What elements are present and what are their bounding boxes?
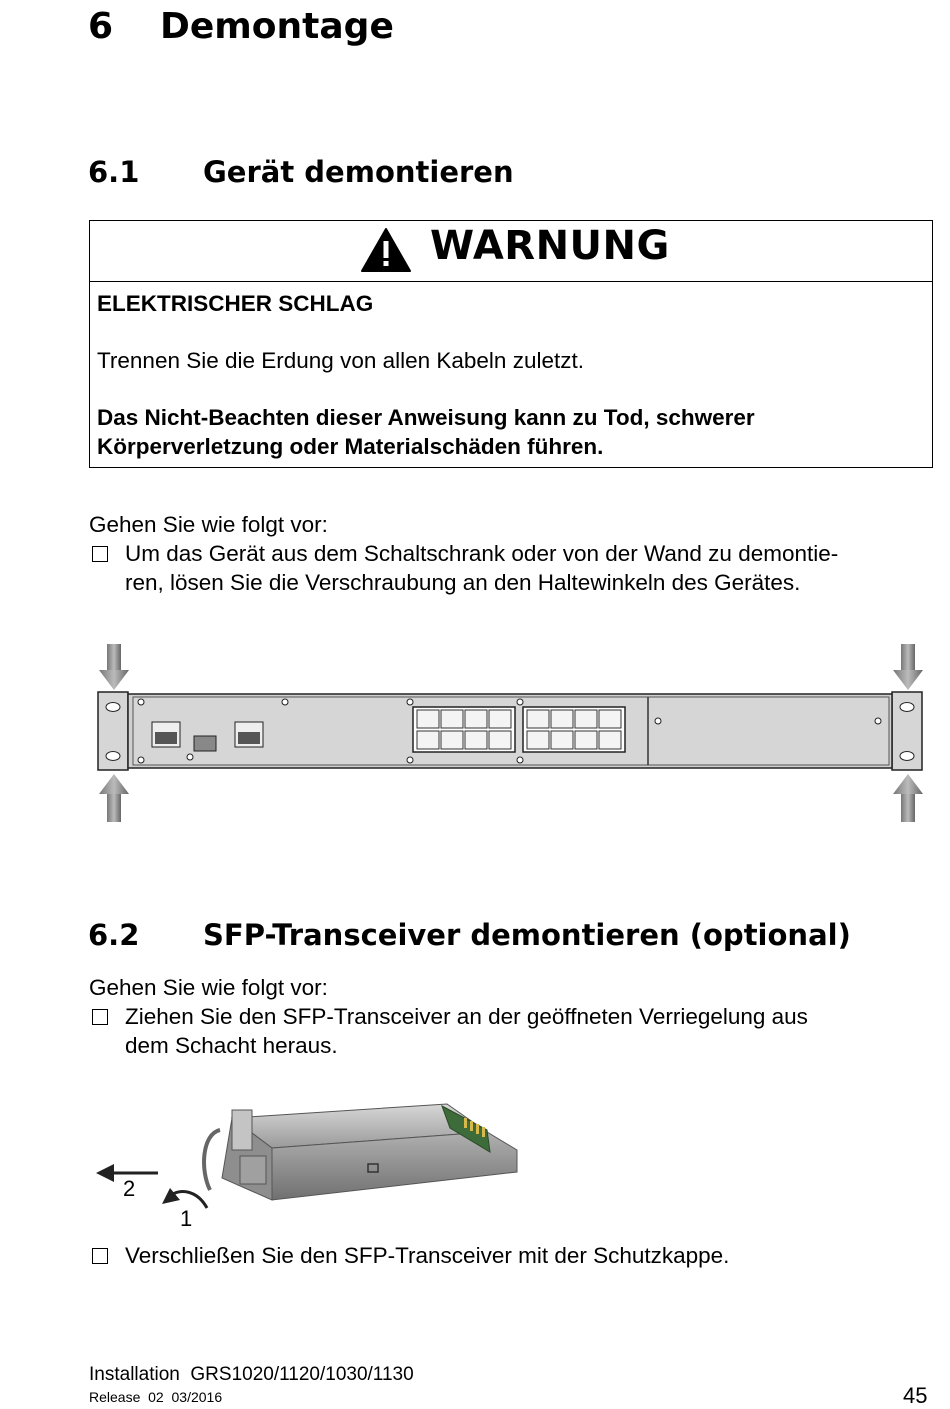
section1-intro: Gehen Sie wie folgt vor: — [89, 512, 328, 537]
warning-header — [90, 221, 932, 282]
section-heading-6-1 — [88, 155, 514, 189]
step-line1: Ziehen Sie den SFP-Transceiver an der geöffneten Verriegelung aus — [125, 1004, 808, 1029]
arrow-top-left-icon — [99, 644, 129, 690]
arrow-top-right-icon — [893, 644, 923, 690]
step-line1: Um das Gerät aus dem Schaltschrank oder von der Wand zu demontie- — [125, 541, 839, 566]
warning-triangle-icon — [360, 227, 412, 273]
step-text: Verschließen Sie den SFP-Transceiver mit der Schutzkappe. — [125, 1243, 730, 1268]
arrow-rotate-icon — [162, 1188, 207, 1208]
step-line2: dem Schacht heraus. — [125, 1033, 338, 1058]
warning-box — [89, 220, 933, 468]
warning-hazard: ELEKTRISCHER SCHLAG — [97, 291, 374, 316]
warning-title: WARNUNG — [430, 223, 670, 269]
section-number: 6.1 — [88, 155, 140, 189]
chapter-heading — [88, 6, 394, 47]
step-checkbox — [92, 1248, 108, 1264]
section1-step1 — [89, 539, 838, 597]
warning-instruction: Trennen Sie die Erdung von allen Kabeln zuletzt. — [97, 348, 584, 373]
footer-release: Release 02 03/2016 — [89, 1389, 223, 1405]
footer-title: Installation GRS1020/1120/1030/1130 — [89, 1364, 414, 1385]
figure-label-2: 2 — [123, 1176, 136, 1201]
warning-consequence-line1: Das Nicht-Beachten dieser Anweisung kann zu Tod, schwerer — [97, 405, 755, 430]
sfp-transceiver-figure — [92, 1100, 532, 1235]
section-heading-6-2 — [88, 918, 851, 952]
arrow-bottom-right-icon — [893, 774, 923, 822]
section2-step2 — [89, 1241, 729, 1270]
chapter-title: Demontage — [160, 6, 394, 47]
step-checkbox — [92, 1009, 108, 1025]
page-number: 45 — [903, 1383, 928, 1408]
section2-intro: Gehen Sie wie folgt vor: — [89, 975, 328, 1000]
chapter-number: 6 — [88, 6, 114, 47]
section2-step1 — [89, 1002, 808, 1060]
device-front-figure — [95, 640, 925, 825]
figure-label-1: 1 — [180, 1206, 193, 1231]
section-title: Gerät demontieren — [203, 155, 514, 189]
section-number: 6.2 — [88, 918, 140, 952]
step-checkbox — [92, 546, 108, 562]
warning-consequence-line2: Körperverletzung oder Materialschäden führen. — [97, 434, 604, 459]
section-title: SFP-Transceiver demontieren (optional) — [203, 918, 851, 952]
arrow-bottom-left-icon — [99, 774, 129, 822]
step-line2: ren, lösen Sie die Verschraubung an den Haltewinkeln des Gerätes. — [125, 570, 801, 595]
port-group-right — [523, 707, 625, 752]
port-group-left — [413, 707, 515, 752]
